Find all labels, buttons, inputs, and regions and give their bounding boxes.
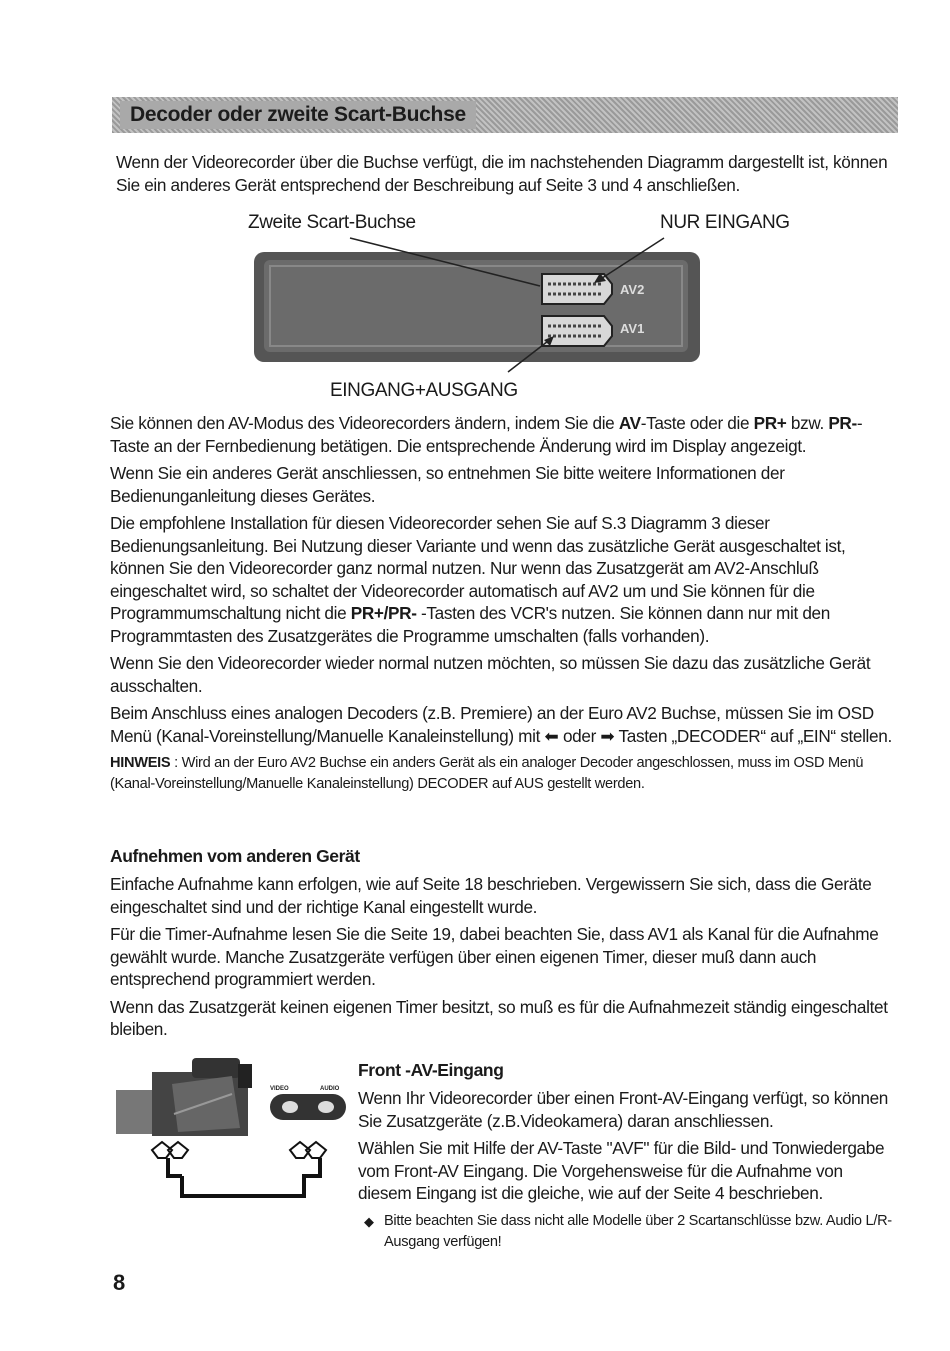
front-av-section [358, 1060, 898, 1253]
page-number: 8 [113, 1270, 126, 1295]
front-av-paragraph-1: Wenn Ihr Videorecorder über einen Front-AV-Eingang verfügt, so können Sie Zusatzgeräte (z.B.Videokamera) daran anschliessen. [358, 1088, 889, 1131]
note-label: HINWEIS [110, 755, 171, 771]
vcr-rear-panel-diagram [240, 236, 720, 376]
label-input-only: NUR EINGANG [660, 212, 790, 233]
socket-label-av2: AV2 [620, 282, 645, 297]
section-title: Decoder oder zweite Scart-Buchse [120, 101, 476, 129]
svg-text:AUDIO: AUDIO [320, 1086, 340, 1092]
recording-paragraph-2: Für die Timer-Aufnahme lesen Sie die Seite 19, dabei beachten Sie, dass AV1 als Kanal für die Aufnahme gewählt wurde. Manche Zusatzgeräte verfügen über einen eigenen Timer, dieser muß dann auch entsprechend programmiert werden. [110, 924, 879, 989]
paragraph-installation: Die empfohlene Installation für diesen Videorecorder sehen Sie auf S.3 Diagramm 3 dieser Bedienungsanleitung. Bei Nutzung dieser Variante und wenn das zusätzliche Gerät ausgeschaltet ist, können Sie den Videorecorder ganz normal nutzen. Nur wenn das Zusatzgerät am AV2-Anschluß eingeschaltet wird, so schaltet der Videorecorder automatisch auf AV2 um und Sie können für die Programmumschaltung nicht die PR+/PR- -Tasten des VCR's nutzen. Sie können dann nur mit den Programmtasten des Zusatzgerätes die Programme umschalten (falls vorhanden). [110, 513, 846, 646]
recording-paragraph-3: Wenn das Zusatzgerät keinen eigenen Timer besitzt, so muß es für die Aufnahmezeit ständig eingeschaltet bleiben. [110, 996, 888, 1039]
vcr-panel-inner [264, 260, 688, 352]
paragraph-other-device: Wenn Sie ein anderes Gerät anschliessen, so entnehmen Sie bitte weitere Informationen der Bedienunganleitung dieses Gerätes. [110, 463, 785, 506]
recording-paragraph-1: Einfache Aufnahme kann erfolgen, wie auf Seite 18 beschrieben. Vergewissern Sie sich, dass die Geräte eingeschaltet sind und der richtige Kanal eingestellt wurde. [110, 874, 872, 917]
recording-section [110, 846, 900, 1041]
paragraph-decoder: Beim Anschluss eines analogen Decoders (z.B. Premiere) an der Euro AV2 Buchse, müssen Sie im OSD Menü (Kanal-Voreinstellung/Manuelle Kanaleinstellung) mit ⬅ oder ➡ Tasten „DECODER“ auf „EIN“ stellen. [110, 703, 892, 746]
body-text [110, 412, 900, 795]
label-second-scart: Zweite Scart-Buchse [248, 212, 416, 233]
paragraph-av-mode: Sie können den AV-Modus des Videorecorders ändern, indem Sie die AV-Taste oder die PR+ bzw. PR--Taste an der Fernbedienung betätigen. Die entsprechende Änderung wird im Display angezeigt. [110, 413, 863, 456]
camcorder-icon [116, 1058, 252, 1136]
note-paragraph: HINWEIS : Wird an der Euro AV2 Buchse ein anders Gerät als ein analoger Decoder angeschlossen, muss im OSD Menü (Kanal-Voreinstellung/Manuelle Kanaleinstellung) DECODER auf AUS gestellt werden. [110, 755, 864, 792]
front-av-bullet: ◆ Bitte beachten Sie dass nicht alle Modelle über 2 Scartanschlüsse bzw. Audio L/R-Ausgang verfügen! [364, 1211, 898, 1253]
socket-label-av1: AV1 [620, 321, 645, 336]
scart-socket-av1 [542, 316, 612, 346]
front-av-paragraph-2: Wählen Sie mit Hilfe der AV-Taste "AVF" für die Bild- und Tonwiedergabe vom Front-AV Eingang. Die Vorgehensweise für die Aufnahme von diesem Eingang ist die gleiche, wie auf der Seite 4 beschrieben. [358, 1138, 885, 1203]
intro-paragraph: Wenn der Videorecorder über die Buchse verfügt, die im nachstehenden Diagramm dargestellt ist, können Sie ein anderes Gerät entsprechend der Beschreibung auf Seite 3 und 4 anschließen. [116, 152, 888, 195]
label-in-out: EINGANG+AUSGANG [330, 380, 518, 401]
diamond-bullet-icon: ◆ [364, 1213, 374, 1229]
front-av-jacks-icon [270, 1086, 346, 1120]
cable-icon [152, 1142, 326, 1196]
front-av-heading: Front -AV-Eingang [358, 1060, 504, 1080]
camcorder-connection-illustration [112, 1054, 352, 1204]
recording-heading: Aufnehmen vom anderen Gerät [110, 846, 360, 866]
svg-text:VIDEO: VIDEO [270, 1086, 289, 1092]
paragraph-normal-use: Wenn Sie den Videorecorder wieder normal nutzen möchten, so müssen Sie dazu das zusätzliche Gerät ausschalten. [110, 653, 871, 696]
